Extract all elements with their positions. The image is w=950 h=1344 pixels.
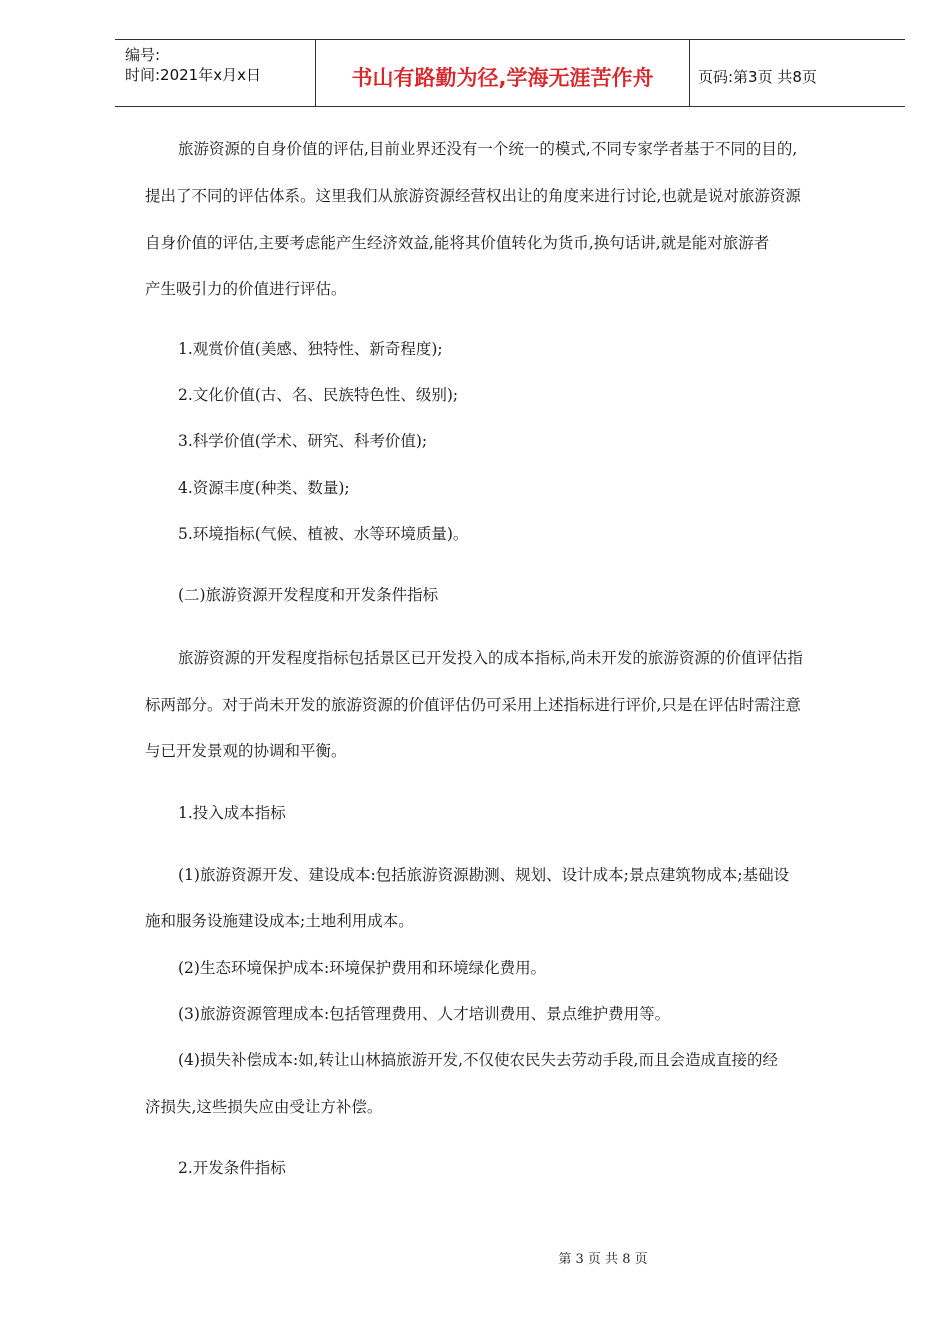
paragraph-line: 与已开发景观的协调和平衡。 bbox=[145, 742, 347, 760]
subsection-heading: 2.开发条件指标 bbox=[178, 1159, 286, 1177]
list-item: 2.文化价值(古、名、民族特色性、级别); bbox=[178, 386, 459, 404]
list-item: 4.资源丰度(种类、数量); bbox=[178, 479, 350, 497]
footer-page-number: 第 3 页 共 8 页 bbox=[558, 1252, 648, 1267]
paragraph-line: (4)损失补偿成本:如,转让山林搞旅游开发,不仅使农民失去劳动手段,而且会造成直接的经 bbox=[178, 1051, 778, 1069]
list-item: 5.环境指标(气候、植被、水等环境质量)。 bbox=[178, 525, 469, 543]
header-page-number: 页码:第3页 共8页 bbox=[698, 68, 817, 86]
paragraph-line: (3)旅游资源管理成本:包括管理费用、人才培训费用、景点维护费用等。 bbox=[178, 1005, 671, 1023]
document-time-label: 时间:2021年x月x日 bbox=[125, 66, 261, 84]
paragraph-line: 济损失,这些损失应由受让方补偿。 bbox=[145, 1098, 383, 1116]
page-header bbox=[115, 39, 905, 107]
paragraph-line: 旅游资源的自身价值的评估,目前业界还没有一个统一的模式,不同专家学者基于不同的目的, bbox=[178, 140, 798, 158]
document-number-label: 编号: bbox=[125, 46, 161, 64]
header-motto-cell bbox=[315, 40, 690, 106]
paragraph-line: 旅游资源的开发程度指标包括景区已开发投入的成本指标,尚未开发的旅游资源的价值评估指 bbox=[178, 649, 803, 667]
paragraph-line: (2)生态环境保护成本:环境保护费用和环境绿化费用。 bbox=[178, 959, 547, 977]
paragraph-line: 产生吸引力的价值进行评估。 bbox=[145, 280, 347, 298]
section-heading: (二)旅游资源开发程度和开发条件指标 bbox=[178, 586, 439, 604]
subsection-heading: 1.投入成本指标 bbox=[178, 804, 286, 822]
header-page-cell bbox=[690, 40, 905, 106]
page-footer bbox=[0, 1248, 950, 1267]
paragraph-line: 自身价值的评估,主要考虑能产生经济效益,能将其价值转化为货币,换句话讲,就是能对旅游者 bbox=[145, 234, 770, 252]
list-item: 1.观赏价值(美感、独特性、新奇程度); bbox=[178, 340, 443, 358]
paragraph-line: 提出了不同的评估体系。这里我们从旅游资源经营权出让的角度来进行讨论,也就是说对旅游资源 bbox=[145, 187, 801, 205]
paragraph-line: (1)旅游资源开发、建设成本:包括旅游资源勘测、规划、设计成本;景点建筑物成本;基础设 bbox=[178, 866, 790, 884]
list-item: 3.科学价值(学术、研究、科考价值); bbox=[178, 432, 428, 450]
header-motto: 书山有路勤为径,学海无涯苦作舟 bbox=[351, 66, 654, 90]
header-meta-cell bbox=[115, 40, 315, 106]
paragraph-line: 标两部分。对于尚未开发的旅游资源的价值评估仍可采用上述指标进行评价,只是在评估时需注意 bbox=[145, 696, 801, 714]
paragraph-line: 施和服务设施建设成本;土地利用成本。 bbox=[145, 912, 414, 930]
